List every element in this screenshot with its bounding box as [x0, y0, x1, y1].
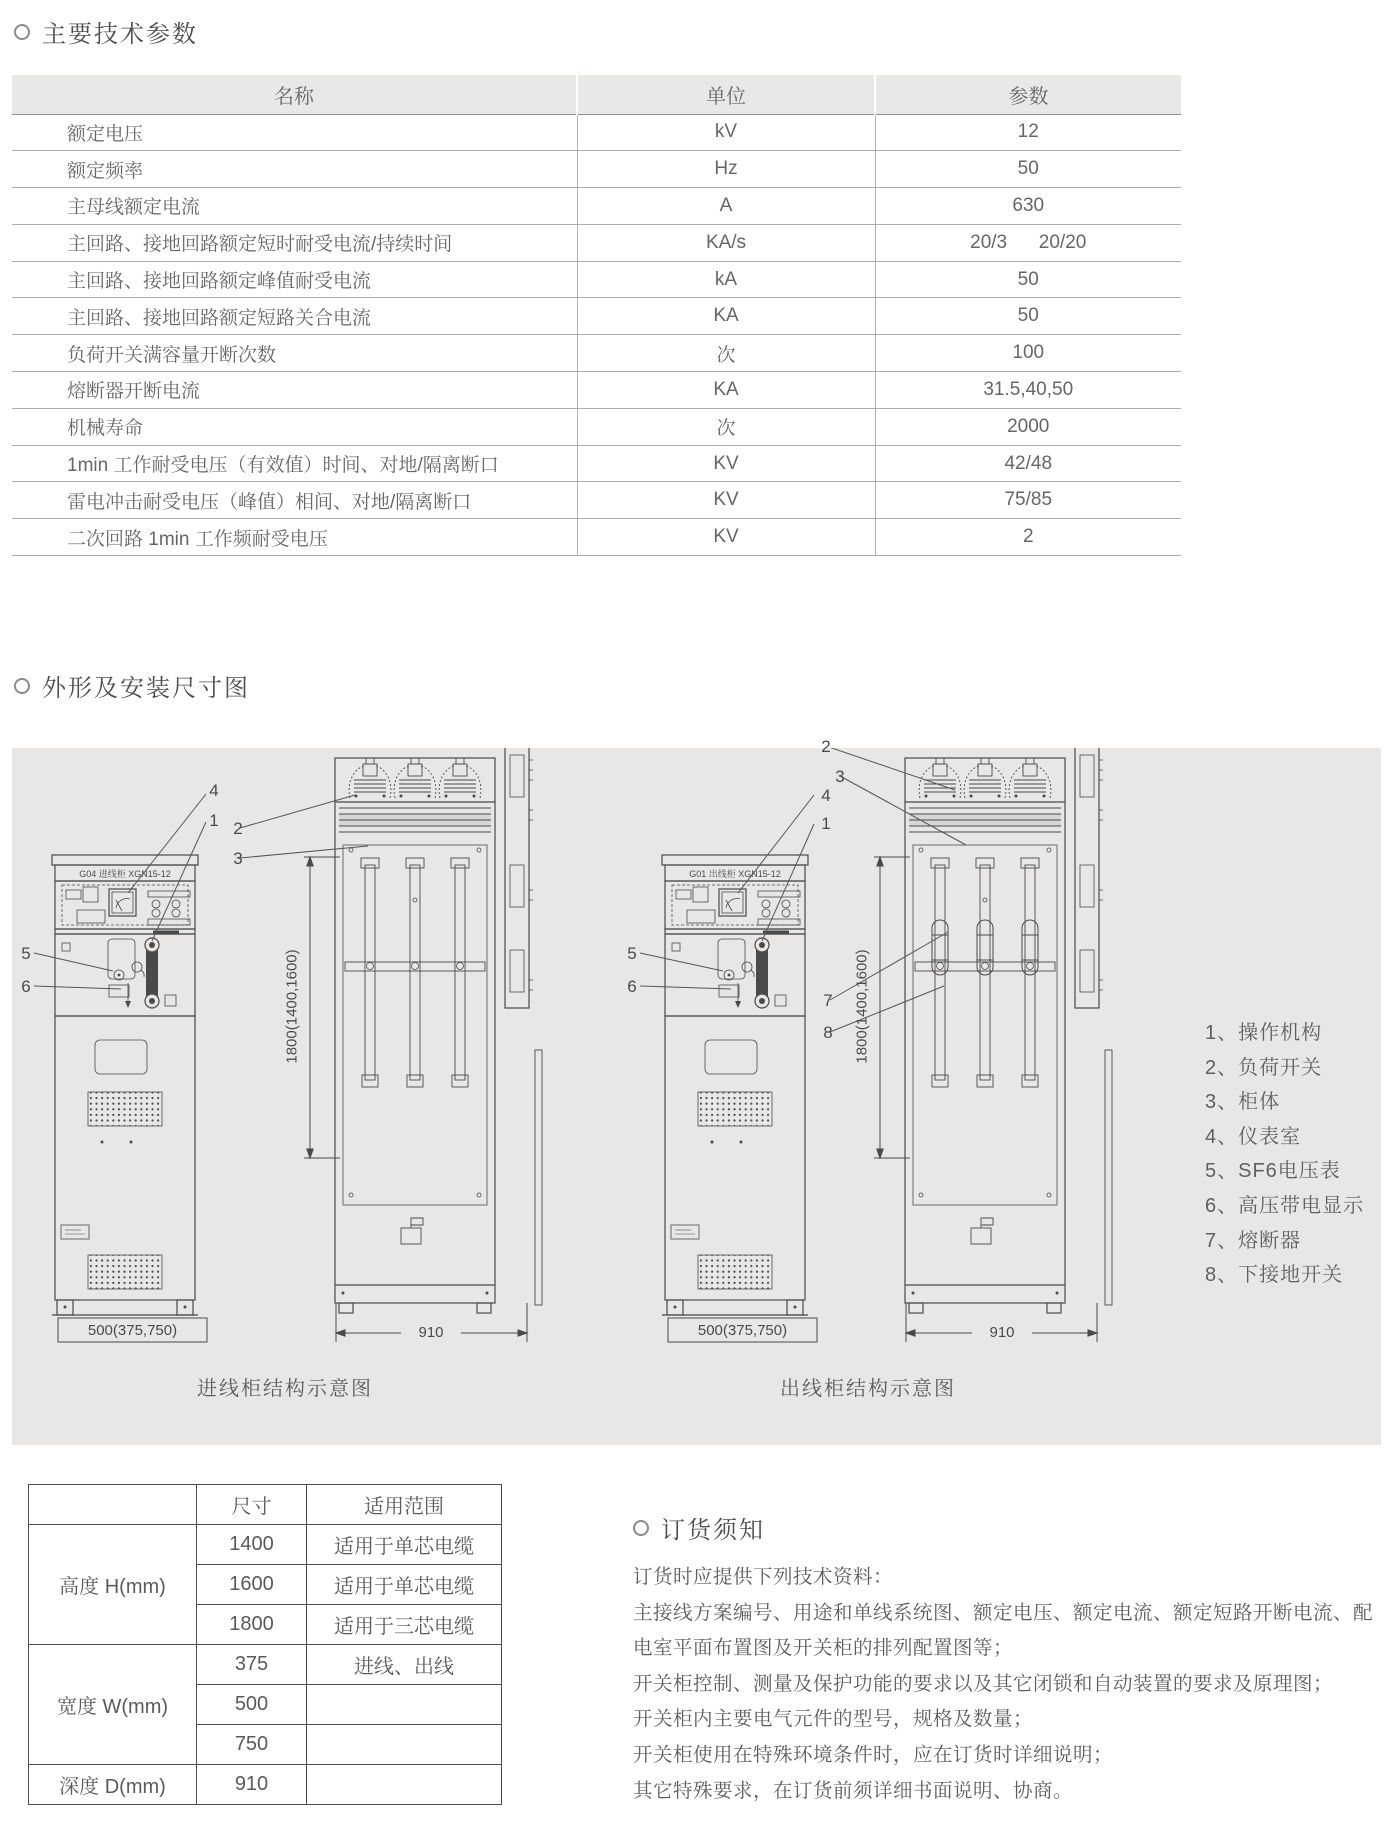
size-cell: 750	[197, 1725, 307, 1765]
ordering-line: 其它特殊要求，在订货前须详细书面说明、协商。	[633, 1779, 1074, 1802]
param-unit: kV	[577, 114, 875, 151]
param-unit: KV	[577, 445, 875, 482]
range-cell	[307, 1725, 502, 1765]
table-row	[29, 1765, 502, 1805]
param-name: 主回路、接地回路额定短时耐受电流/持续时间	[12, 224, 577, 261]
outgoing-cabinet-nameplate: G01 出线柜 XGN15-12	[689, 869, 781, 879]
legend-item: 4、仪表室	[1205, 1125, 1302, 1148]
size-header: 尺寸	[197, 1485, 307, 1525]
param-name: 主回路、接地回路额定短路关合电流	[12, 298, 577, 335]
bullet-circle-icon	[14, 678, 30, 694]
ordering-line: 主接线方案编号、用途和单线系统图、额定电压、额定电流、额定短路开断电流、配	[633, 1601, 1374, 1624]
table-row	[29, 1645, 502, 1685]
param-name: 额定电压	[12, 114, 577, 151]
table-row	[12, 298, 1181, 335]
range-cell	[307, 1685, 502, 1725]
outgoing-front-view	[662, 855, 808, 1315]
legend-item: 1、操作机构	[1205, 1022, 1323, 1044]
table-row	[29, 1485, 502, 1525]
bullet-circle-icon	[633, 1520, 649, 1536]
legend-item: 8、下接地开关	[1205, 1264, 1344, 1287]
size-cell: 1800	[197, 1605, 307, 1645]
param-value: 12	[875, 114, 1181, 151]
param-unit: A	[577, 188, 875, 225]
range-cell: 适用于三芯电缆	[307, 1605, 502, 1645]
param-name: 二次回路 1min 工作频耐受电压	[12, 519, 577, 556]
param-value: 42/48	[875, 445, 1181, 482]
table-row	[12, 114, 1181, 151]
param-name: 负荷开关满容量开断次数	[12, 335, 577, 372]
outgoing-side-view	[905, 748, 1112, 1313]
table-row	[12, 372, 1181, 409]
spec-header-row	[12, 75, 1181, 114]
param-value: 75/85	[875, 482, 1181, 519]
param-unit: KV	[577, 519, 875, 556]
param-value: 31.5,40,50	[875, 372, 1181, 409]
incoming-front-view	[52, 855, 198, 1315]
section-main-parameters-heading	[14, 14, 198, 49]
section-dimensions-heading	[14, 668, 250, 703]
range-cell: 适用于单芯电缆	[307, 1525, 502, 1565]
ordering-line: 电室平面布置图及开关柜的排列配置图等；	[633, 1637, 1014, 1660]
param-name: 雷电冲击耐受电压（峰值）相间、对地/隔离断口	[12, 482, 577, 519]
param-unit: 次	[577, 408, 875, 445]
size-cell: 375	[197, 1645, 307, 1685]
legend-item: 6、高压带电显示	[1205, 1194, 1365, 1217]
param-value: 50	[875, 298, 1181, 335]
param-unit: Hz	[577, 151, 875, 188]
callout-1: 1	[209, 811, 219, 830]
table-row	[12, 482, 1181, 519]
table-row	[12, 408, 1181, 445]
ordering-line: 开关柜使用在特殊环境条件时，应在订货时详细说明；	[633, 1743, 1114, 1766]
param-value: 2	[875, 519, 1181, 556]
legend-item: 2、负荷开关	[1205, 1056, 1323, 1079]
callout-3: 3	[233, 849, 243, 868]
param-name: 熔断器开断电流	[12, 372, 577, 409]
callout-3: 3	[835, 767, 845, 786]
table-row	[12, 261, 1181, 298]
param-unit: KA/s	[577, 224, 875, 261]
param-unit: KV	[577, 482, 875, 519]
section-title: 订货须知	[661, 1517, 765, 1544]
param-value: 50	[875, 261, 1181, 298]
callout-1: 1	[821, 814, 831, 833]
param-value: 50	[875, 151, 1181, 188]
param-name: 1min 工作耐受电压（有效值）时间、对地/隔离断口	[12, 445, 577, 482]
ordering-line: 开关柜内主要电气元件的型号，规格及数量；	[633, 1708, 1034, 1731]
empty-corner-cell	[29, 1485, 197, 1525]
callout-6: 6	[627, 977, 637, 996]
table-row	[29, 1525, 502, 1565]
outgoing-depth-dimension: 910	[972, 1324, 1032, 1341]
legend-item: 3、柜体	[1205, 1091, 1281, 1114]
param-unit: KA	[577, 298, 875, 335]
size-cell: 500	[197, 1685, 307, 1725]
param-name: 主母线额定电流	[12, 188, 577, 225]
incoming-height-dimension: 1800(1400,1600)	[283, 949, 301, 1064]
size-cell: 1600	[197, 1565, 307, 1605]
incoming-caption: 进线柜结构示意图	[197, 1378, 373, 1400]
callout-6: 6	[21, 977, 31, 996]
ordering-line: 开关柜控制、测量及保护功能的要求以及其它闭锁和自动装置的要求及原理图；	[633, 1672, 1334, 1695]
col-header-name: 名称	[12, 75, 577, 114]
size-cell: 1400	[197, 1525, 307, 1565]
incoming-side-view	[335, 748, 542, 1313]
param-name: 主回路、接地回路额定峰值耐受电流	[12, 261, 577, 298]
range-cell	[307, 1765, 502, 1805]
ordering-notes-body	[633, 1560, 1393, 1809]
fuse-detail	[932, 920, 1038, 975]
size-cell: 910	[197, 1765, 307, 1805]
ordering-notes-heading	[633, 1510, 765, 1545]
section-title: 主要技术参数	[42, 21, 198, 48]
width-group-label: 宽度 W(mm)	[29, 1645, 197, 1765]
incoming-width-dimension: 500(375,750)	[87, 1322, 178, 1339]
outgoing-width-dimension: 500(375,750)	[697, 1322, 788, 1339]
param-value: 2000	[875, 408, 1181, 445]
param-value: 100	[875, 335, 1181, 372]
table-row	[12, 188, 1181, 225]
depth-group-label: 深度 D(mm)	[29, 1765, 197, 1805]
spec-table	[12, 75, 1181, 556]
param-value: 630	[875, 188, 1181, 225]
cabinet-line-drawings	[12, 748, 1381, 1445]
col-header-value: 参数	[875, 75, 1181, 114]
size-range-table	[28, 1484, 502, 1805]
table-row	[12, 445, 1181, 482]
param-unit: KA	[577, 372, 875, 409]
section-title: 外形及安装尺寸图	[42, 675, 250, 702]
param-unit: 次	[577, 335, 875, 372]
incoming-depth-dimension: 910	[401, 1324, 461, 1341]
ordering-line: 订货时应提供下列技术资料：	[633, 1566, 894, 1588]
param-value: 20/3 20/20	[875, 224, 1181, 261]
callout-4: 4	[209, 781, 219, 800]
incoming-cabinet-nameplate: G04 进线柜 XGN15-12	[79, 869, 171, 879]
param-name: 机械寿命	[12, 408, 577, 445]
outgoing-height-dimension: 1800(1400,1600)	[853, 949, 871, 1064]
callout-5: 5	[21, 944, 31, 963]
callout-2: 2	[233, 819, 243, 838]
dimension-lines	[58, 857, 1097, 1342]
col-header-unit: 单位	[577, 75, 875, 114]
range-cell: 进线、出线	[307, 1645, 502, 1685]
table-row	[12, 519, 1181, 556]
range-cell: 适用于单芯电缆	[307, 1565, 502, 1605]
callout-7: 7	[823, 991, 833, 1010]
range-header: 适用范围	[307, 1485, 502, 1525]
param-name: 额定频率	[12, 151, 577, 188]
height-group-label: 高度 H(mm)	[29, 1525, 197, 1645]
callout-8: 8	[823, 1023, 833, 1042]
outgoing-caption: 出线柜结构示意图	[780, 1378, 956, 1400]
table-row	[12, 224, 1181, 261]
bullet-circle-icon	[14, 24, 30, 40]
table-row	[12, 151, 1181, 188]
parts-legend	[1205, 1016, 1364, 1293]
legend-item: 5、SF6电压表	[1205, 1160, 1341, 1183]
callout-5: 5	[627, 944, 637, 963]
table-row	[12, 335, 1181, 372]
callout-4: 4	[821, 786, 831, 805]
callout-2: 2	[821, 737, 831, 756]
legend-item: 7、熔断器	[1205, 1229, 1302, 1252]
param-unit: kA	[577, 261, 875, 298]
dimension-drawings-panel	[12, 737, 1381, 1445]
